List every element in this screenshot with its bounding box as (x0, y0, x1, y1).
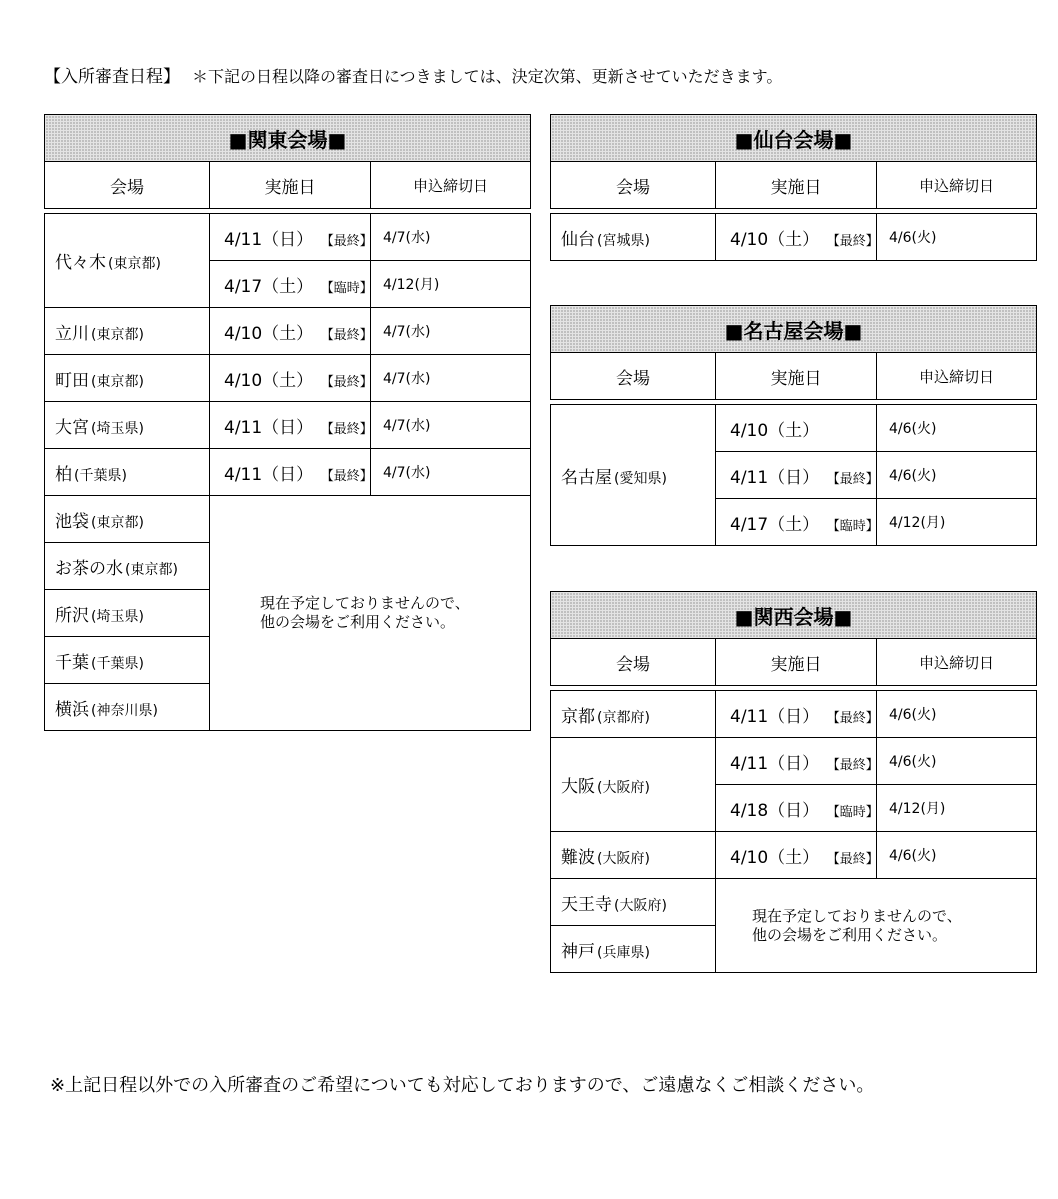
venue-machida: 町田 (東京都) (45, 355, 210, 402)
deadline: 4/7(水) (371, 355, 531, 402)
deadline: 4/7(水) (371, 214, 531, 261)
footer-note: ※上記日程以外での入所審査のご希望についても対応しておりますので、ご遠慮なくご相談ください。 (50, 1075, 875, 1096)
exam-date: 4/11（日） 【最終】 (716, 691, 877, 738)
col-venue: 会場 (551, 639, 716, 686)
exam-date: 4/11（日） 【最終】 (210, 214, 371, 261)
col-deadline: 申込締切日 (877, 162, 1037, 209)
table-row (551, 879, 1037, 926)
table-row (551, 405, 1037, 452)
col-date: 実施日 (716, 353, 877, 400)
exam-date: 4/11（日） 【最終】 (210, 402, 371, 449)
col-date: 実施日 (210, 162, 371, 209)
table-row (45, 402, 531, 449)
venue-kyoto: 京都 (京都府) (551, 691, 716, 738)
kanto-table (44, 114, 531, 731)
table-row (551, 832, 1037, 879)
venue-tokorozawa: 所沢 (埼玉県) (45, 590, 210, 637)
deadline: 4/6(火) (877, 738, 1037, 785)
sendai-table (550, 114, 1037, 261)
exam-date: 4/18（日） 【臨時】 (716, 785, 877, 832)
exam-date: 4/17（土） 【臨時】 (716, 499, 877, 546)
col-date: 実施日 (716, 639, 877, 686)
page-title: 【入所審査日程】 (44, 67, 180, 87)
venue-kobe: 神戸 (兵庫県) (551, 926, 716, 973)
page-header (44, 62, 782, 87)
exam-date: 4/11（日） 【最終】 (716, 738, 877, 785)
no-schedule-message: 現在予定しておりませんので、 他の会場をご利用ください。 (716, 879, 1037, 973)
deadline: 4/6(火) (877, 452, 1037, 499)
kanto-title: ■関東会場■ (45, 115, 531, 162)
deadline: 4/6(火) (877, 691, 1037, 738)
venue-kashiwa: 柏 (千葉県) (45, 449, 210, 496)
col-date: 実施日 (716, 162, 877, 209)
venue-nagoya: 名古屋 (愛知県) (551, 405, 716, 546)
exam-date: 4/10（土） 【最終】 (716, 832, 877, 879)
exam-date: 4/10（土） (716, 405, 877, 452)
exam-date: 4/17（土） 【臨時】 (210, 261, 371, 308)
kansai-title: ■関西会場■ (551, 592, 1037, 639)
table-row (45, 355, 531, 402)
venue-yoyogi: 代々木 (東京都) (45, 214, 210, 308)
deadline: 4/6(火) (877, 405, 1037, 452)
exam-date: 4/11（日） 【最終】 (210, 449, 371, 496)
deadline: 4/7(水) (371, 308, 531, 355)
venue-chiba: 千葉 (千葉県) (45, 637, 210, 684)
deadline: 4/7(水) (371, 402, 531, 449)
exam-date: 4/10（土） 【最終】 (210, 308, 371, 355)
col-deadline: 申込締切日 (371, 162, 531, 209)
col-deadline: 申込締切日 (877, 353, 1037, 400)
table-row (45, 496, 531, 543)
table-row (45, 214, 531, 261)
no-schedule-message: 現在予定しておりませんので、 他の会場をご利用ください。 (210, 496, 531, 731)
venue-ikebukuro: 池袋 (東京都) (45, 496, 210, 543)
exam-date: 4/10（土） 【最終】 (716, 214, 877, 261)
exam-date: 4/10（土） 【最終】 (210, 355, 371, 402)
table-row (45, 308, 531, 355)
deadline: 4/12(月) (371, 261, 531, 308)
col-venue: 会場 (45, 162, 210, 209)
kansai-table (550, 591, 1037, 973)
table-row (551, 691, 1037, 738)
venue-yokohama: 横浜 (神奈川県) (45, 684, 210, 731)
nagoya-table (550, 305, 1037, 546)
col-venue: 会場 (551, 162, 716, 209)
venue-namba: 難波 (大阪府) (551, 832, 716, 879)
sendai-title: ■仙台会場■ (551, 115, 1037, 162)
venue-sendai: 仙台 (宮城県) (551, 214, 716, 261)
col-deadline: 申込締切日 (877, 639, 1037, 686)
venue-tennoji: 天王寺 (大阪府) (551, 879, 716, 926)
deadline: 4/7(水) (371, 449, 531, 496)
table-row (551, 214, 1037, 261)
deadline: 4/12(月) (877, 785, 1037, 832)
deadline: 4/12(月) (877, 499, 1037, 546)
table-row (551, 738, 1037, 785)
exam-date: 4/11（日） 【最終】 (716, 452, 877, 499)
venue-osaka: 大阪 (大阪府) (551, 738, 716, 832)
venue-ochanomizu: お茶の水 (東京都) (45, 543, 210, 590)
venue-tachikawa: 立川 (東京都) (45, 308, 210, 355)
header-note: ＊下記の日程以降の審査日につきましては、決定次第、更新させていただきます。 (192, 67, 783, 86)
venue-omiya: 大宮 (埼玉県) (45, 402, 210, 449)
nagoya-title: ■名古屋会場■ (551, 306, 1037, 353)
col-venue: 会場 (551, 353, 716, 400)
table-row (45, 449, 531, 496)
deadline: 4/6(火) (877, 214, 1037, 261)
deadline: 4/6(火) (877, 832, 1037, 879)
